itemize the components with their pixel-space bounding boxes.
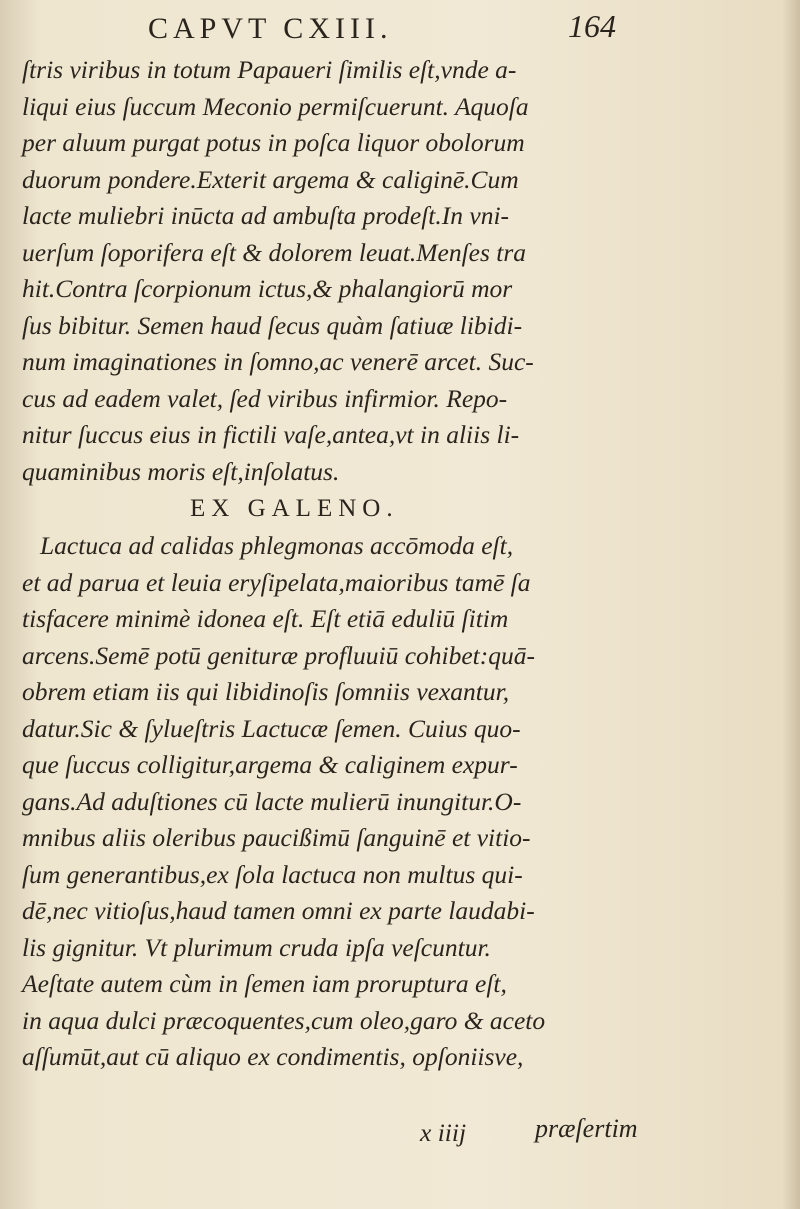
text-line: uerſum ſoporifera eſt & dolorem leuat.Menſes tra [22,237,527,267]
text-line: gans.Ad aduſtiones cū lacte mulierū inungitur.O- [22,786,522,816]
text-line: lis gignitur. Vt plurimum cruda ipſa veſcuntur. [22,932,491,962]
signature-mark: x iiij [420,1118,467,1147]
text-line: que ſuccus colligitur,argema & caliginem expur- [22,750,518,779]
text-line: hit.Contra ſcorpionum ictus,& phalangiorū mor [22,274,513,303]
text-line: ſtris viribus in totum Papaueri ſimilis eſt,vnde a- [22,55,517,84]
text-line: duorum pondere.Exterit argema & caliginē.Cum [22,164,519,194]
page-number: 164 [568,8,616,44]
text-line: dē,nec vitioſus,haud tamen omni ex parte laudabi- [22,896,535,925]
text-line: liqui eius ſuccum Meconio permiſcuerunt. Aquoſa [22,91,529,121]
text-line: tisfacere minimè idonea eſt. Eſt etiā eduliū ſitim [22,604,509,633]
text-line: et ad parua et leuia eryſipelata,maioribus tamē ſa [22,567,531,597]
text-line: ſum generantibus,ex ſola lactuca non multus qui- [22,859,523,889]
text-line: cus ad eadem valet, ſed viribus infirmior. Repo- [22,383,508,413]
text-line: Lactuca ad calidas phlegmonas accōmoda eſt, [40,531,514,560]
running-head: CAPVT CXIII. [148,12,393,45]
text-line: obrem etiam iis qui libidinoſis ſomniis vexantur, [22,677,510,706]
text-line: nitur ſuccus eius in fictili vaſe,antea,vt in aliis li- [22,420,520,449]
section-heading: EX GALENO. [190,495,399,522]
text-line: lacte muliebri inūcta ad ambuſta prodeſt.In vni- [22,201,510,230]
text-line: in aqua dulci præcoquentes,cum oleo,garo & aceto [22,1005,546,1035]
text-line: arcens.Semē potū genituræ profluuiū cohibet:quā- [22,640,535,670]
text-line: aſſumūt,aut cū aliquo ex condimentis, opſoniisve, [22,1042,524,1071]
body-text [22,52,662,1076]
catchword: præſertim [535,1114,638,1143]
page-header [0,8,800,52]
text-line: Aeſtate autem cùm in ſemen iam proruptura eſt, [22,969,507,998]
page-edge-shadow [782,0,800,1209]
text-line: datur.Sic & ſylueſtris Lactucæ ſemen. Cuius quo- [22,713,521,743]
text-line: quaminibus moris eſt,inſolatus. [22,456,340,486]
text-line: per aluum purgat potus in poſca liquor obolorum [22,128,525,157]
text-line: num imaginationes in ſomno,ac venerē arcet. Suc- [22,347,534,376]
text-line: mnibus aliis oleribus paucißimū ſanguinē et vitio- [22,823,531,852]
text-line: ſus bibitur. Semen haud ſecus quàm ſatiuæ libidi- [22,310,523,340]
